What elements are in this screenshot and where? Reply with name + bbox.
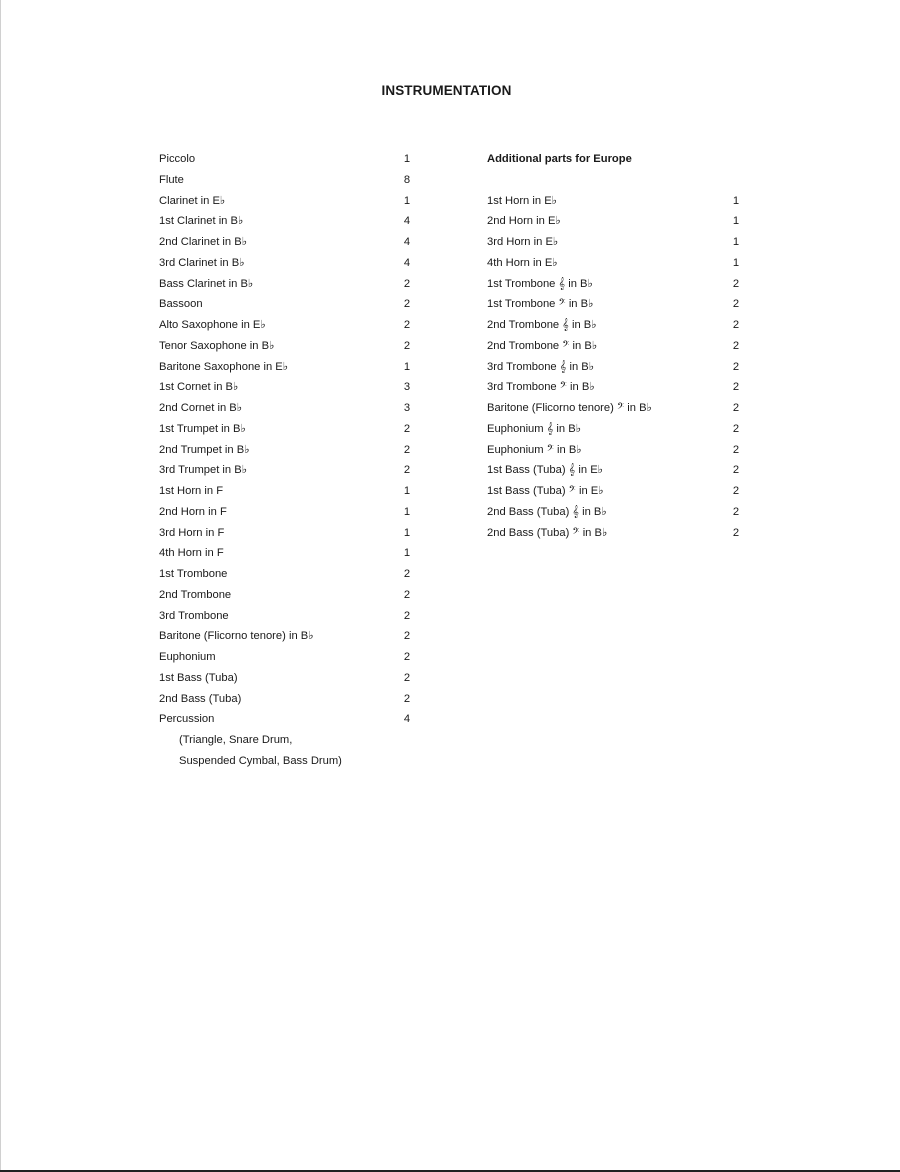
europe-parts-heading: Additional parts for Europe xyxy=(487,153,632,165)
part-count: 1 xyxy=(403,505,411,518)
part-count: 1 xyxy=(732,236,740,248)
part-count: 2 xyxy=(403,692,411,705)
instrument-name: Baritone Saxophone in E♭ xyxy=(159,360,289,373)
list-item xyxy=(487,377,742,398)
instrument-name: 4th Horn in F xyxy=(159,547,224,560)
list-item xyxy=(487,398,742,419)
part-count: 1 xyxy=(403,194,411,207)
list-item xyxy=(159,668,419,689)
part-count: 2 xyxy=(403,609,411,622)
list-item xyxy=(159,585,419,606)
list-item xyxy=(159,543,419,564)
instrument-name: Percussion xyxy=(159,713,215,726)
part-count: 2 xyxy=(403,464,411,477)
part-count: 2 xyxy=(403,651,411,663)
list-item xyxy=(159,398,419,419)
instrument-name: 3rd Clarinet in B♭ xyxy=(159,256,245,269)
instrument-name: 2nd Horn in F xyxy=(159,505,227,518)
list-item xyxy=(159,253,419,274)
part-count: 2 xyxy=(732,277,740,290)
list-item xyxy=(487,523,742,544)
instrument-name: 1st Clarinet in B♭ xyxy=(159,215,244,228)
list-item xyxy=(487,357,742,378)
instrument-name: Bassoon xyxy=(159,298,203,311)
list-item xyxy=(487,315,742,336)
instrument-name: 1st Bass (Tuba) 𝄞 in E♭ xyxy=(487,464,603,477)
instrument-name: Clarinet in E♭ xyxy=(159,194,226,207)
instrument-name: 1st Trombone xyxy=(159,568,228,580)
list-item xyxy=(159,751,419,772)
instrument-name: Euphonium xyxy=(159,651,216,663)
list-item xyxy=(159,294,419,315)
list-item xyxy=(159,232,419,253)
list-item xyxy=(487,502,742,523)
instrument-name: 1st Trumpet in B♭ xyxy=(159,422,246,435)
list-item xyxy=(159,502,419,523)
instrument-name: Euphonium 𝄢 in B♭ xyxy=(487,443,582,456)
list-item xyxy=(487,419,742,440)
instrument-name: Baritone (Flicorno tenore) 𝄢 in B♭ xyxy=(487,402,652,414)
part-count: 2 xyxy=(732,526,740,539)
instrument-name: Euphonium 𝄞 in B♭ xyxy=(487,422,581,435)
instrument-name: 2nd Trombone xyxy=(159,588,232,601)
europe-parts-items xyxy=(487,191,742,544)
list-item xyxy=(159,315,419,336)
instrument-name: Flute xyxy=(159,173,184,186)
instrument-list-main xyxy=(159,149,419,772)
instrument-name: 1st Horn in F xyxy=(159,485,224,497)
list-item xyxy=(159,274,419,295)
list-item xyxy=(487,253,742,274)
part-count: 1 xyxy=(732,215,740,228)
part-count: 3 xyxy=(403,381,411,394)
part-count: 2 xyxy=(403,422,411,435)
instrument-name: 3rd Trombone xyxy=(159,609,229,622)
instrument-name: 1st Bass (Tuba) xyxy=(159,671,238,684)
part-count: 1 xyxy=(403,360,411,373)
instrument-list-europe xyxy=(487,149,742,543)
list-item xyxy=(159,460,419,481)
instrument-name: Tenor Saxophone in B♭ xyxy=(159,339,275,352)
instrument-name: 2nd Bass (Tuba) 𝄞 in B♭ xyxy=(487,505,607,518)
list-item xyxy=(159,564,419,585)
list-item xyxy=(159,170,419,191)
part-count: 3 xyxy=(403,402,411,414)
instrument-name: 4th Horn in E♭ xyxy=(487,256,558,269)
list-item xyxy=(159,191,419,212)
list-item xyxy=(487,460,742,481)
instrument-name: Alto Saxophone in E♭ xyxy=(159,319,266,331)
list-item xyxy=(159,481,419,502)
list-item xyxy=(487,274,742,295)
list-item xyxy=(487,211,742,232)
instrument-name: 1st Horn in E♭ xyxy=(487,194,557,207)
list-item xyxy=(159,626,419,647)
instrument-name: 3rd Horn in F xyxy=(159,526,225,539)
list-item xyxy=(159,647,419,668)
instrument-name: 2nd Cornet in B♭ xyxy=(159,402,243,414)
part-count: 1 xyxy=(403,485,411,497)
part-count: 2 xyxy=(403,671,411,684)
list-item xyxy=(487,481,742,502)
instrument-name: Piccolo xyxy=(159,153,196,165)
part-count: 2 xyxy=(732,360,740,373)
part-count: 2 xyxy=(732,422,740,435)
instrument-name: 3rd Trombone 𝄞 in B♭ xyxy=(487,360,595,373)
part-count: 2 xyxy=(403,588,411,601)
list-item xyxy=(159,149,419,170)
part-count: 1 xyxy=(403,547,411,560)
instrument-name: 3rd Trombone 𝄢 in B♭ xyxy=(487,381,595,394)
instrument-name: 2nd Clarinet in B♭ xyxy=(159,236,247,248)
instrument-name: 1st Trombone 𝄞 in B♭ xyxy=(487,277,593,290)
part-count: 2 xyxy=(732,381,740,394)
list-item xyxy=(487,294,742,315)
part-count: 4 xyxy=(403,236,411,248)
part-count: 1 xyxy=(403,526,411,539)
instrument-name: 2nd Trombone 𝄞 in B♭ xyxy=(487,319,597,331)
instrument-name: (Triangle, Snare Drum, xyxy=(179,734,293,746)
list-item xyxy=(487,336,742,357)
list-item xyxy=(159,357,419,378)
part-count: 2 xyxy=(732,464,740,477)
instrument-name: Suspended Cymbal, Bass Drum) xyxy=(179,754,342,767)
list-item xyxy=(159,211,419,232)
part-count: 2 xyxy=(403,443,411,456)
page-edge-left xyxy=(0,0,1,1172)
instrument-name: 1st Cornet in B♭ xyxy=(159,381,239,394)
spacer xyxy=(487,170,742,191)
instrument-name: 3rd Trumpet in B♭ xyxy=(159,464,247,477)
instrument-name: 2nd Horn in E♭ xyxy=(487,215,561,228)
part-count: 1 xyxy=(732,256,740,269)
list-item xyxy=(159,709,419,730)
part-count: 4 xyxy=(403,713,411,726)
part-count: 2 xyxy=(403,298,411,311)
page-title: INSTRUMENTATION xyxy=(381,83,512,98)
list-item xyxy=(159,377,419,398)
instrument-name: 2nd Trombone 𝄢 in B♭ xyxy=(487,339,598,352)
part-count: 4 xyxy=(403,215,411,228)
part-count: 2 xyxy=(732,402,740,414)
list-item xyxy=(159,336,419,357)
instrument-name: Baritone (Flicorno tenore) in B♭ xyxy=(159,630,314,643)
part-count: 2 xyxy=(403,339,411,352)
instrument-name: 1st Trombone 𝄢 in B♭ xyxy=(487,298,594,311)
instrument-name: 3rd Horn in E♭ xyxy=(487,236,559,248)
part-count: 2 xyxy=(403,568,411,580)
list-item xyxy=(159,419,419,440)
part-count: 2 xyxy=(732,298,740,311)
list-item xyxy=(487,191,742,212)
part-count: 2 xyxy=(732,443,740,456)
list-item xyxy=(487,232,742,253)
list-item xyxy=(159,689,419,710)
part-count: 1 xyxy=(732,194,740,207)
list-item xyxy=(159,440,419,461)
part-count: 2 xyxy=(403,277,411,290)
instrument-name: 2nd Bass (Tuba) 𝄢 in B♭ xyxy=(487,526,608,539)
part-count: 8 xyxy=(403,173,411,186)
part-count: 4 xyxy=(403,256,411,269)
part-count: 2 xyxy=(732,505,740,518)
part-count: 2 xyxy=(732,319,740,331)
part-count: 2 xyxy=(403,319,411,331)
part-count: 2 xyxy=(732,485,740,497)
list-item xyxy=(487,440,742,461)
instrument-name: 2nd Bass (Tuba) xyxy=(159,692,242,705)
part-count: 2 xyxy=(403,630,411,643)
instrument-name: 2nd Trumpet in B♭ xyxy=(159,443,250,456)
part-count: 2 xyxy=(732,339,740,352)
instrument-name: Bass Clarinet in B♭ xyxy=(159,277,254,290)
list-item xyxy=(159,730,419,751)
list-item xyxy=(159,523,419,544)
instrument-name: 1st Bass (Tuba) 𝄢 in E♭ xyxy=(487,485,604,497)
list-item xyxy=(159,606,419,627)
part-count: 1 xyxy=(403,153,411,165)
